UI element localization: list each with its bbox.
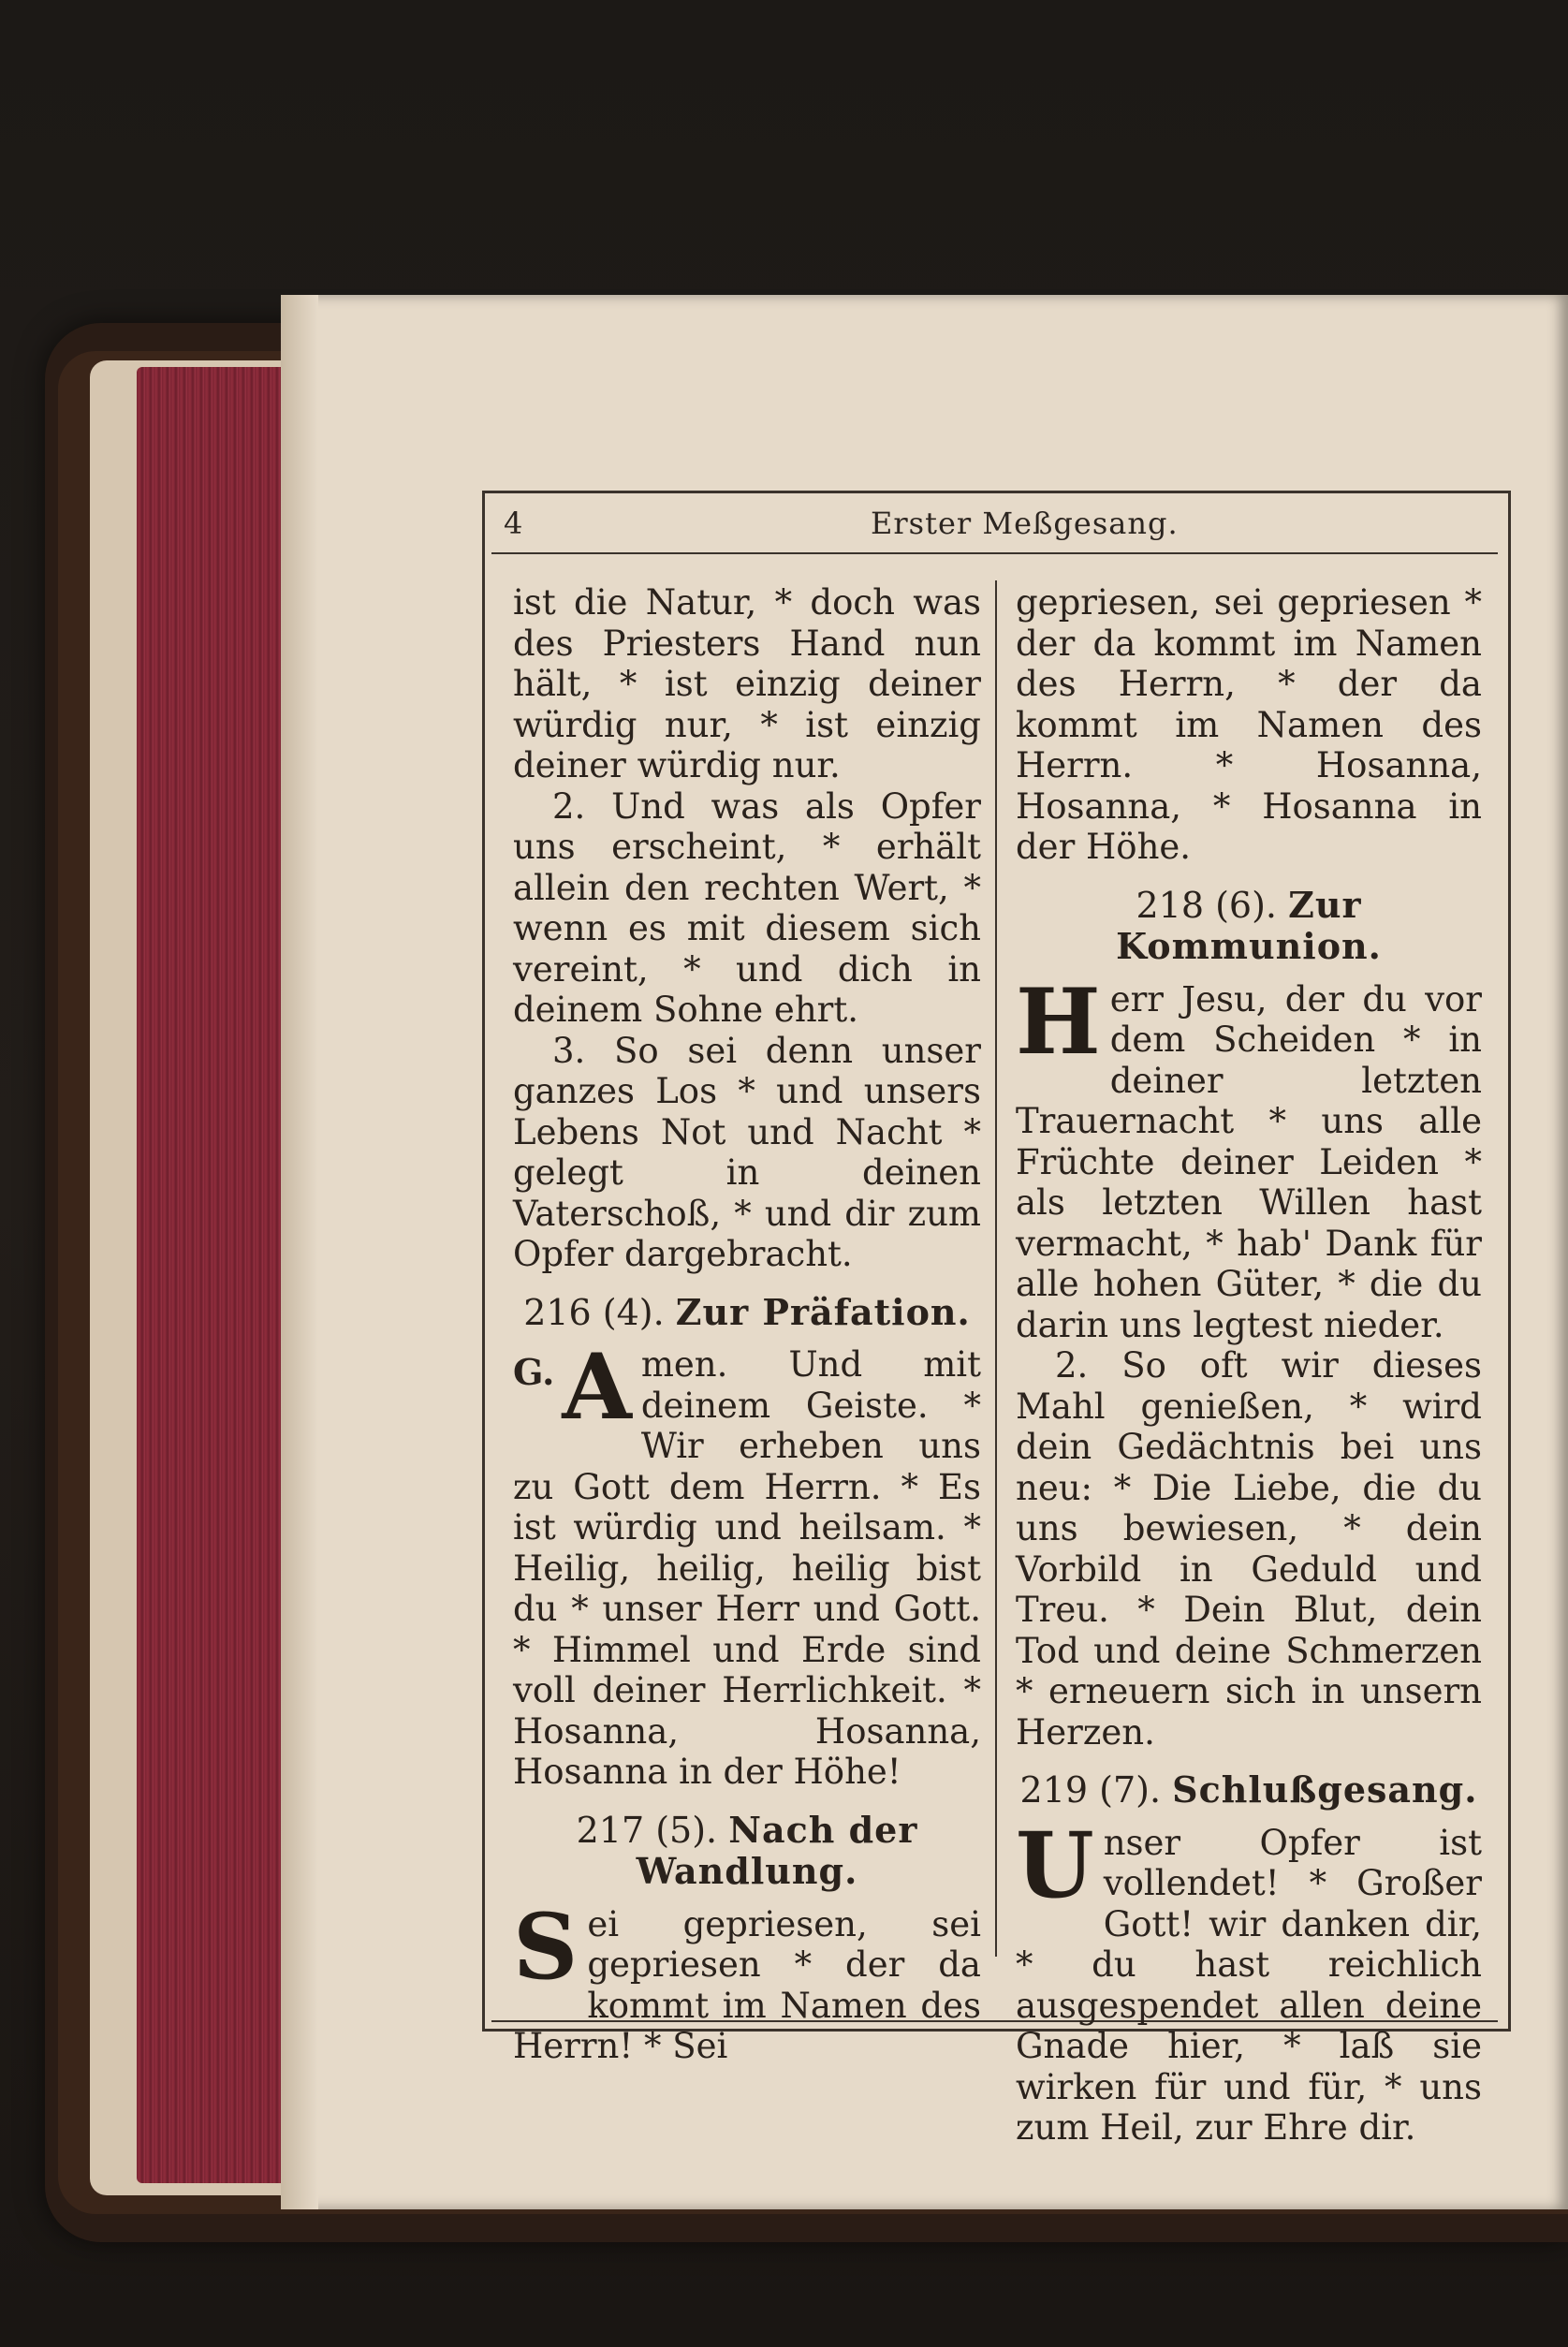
running-head: Erster Meßgesang.: [871, 506, 1179, 541]
verse-text: 3. So sei denn unser ganzes Los * und unsers Lebens Not und Nacht * gelegt in deinen Vaterschoß, * und dir zum Opfer dargebracht.: [513, 1030, 981, 1274]
left-column: [513, 582, 981, 2067]
hymn-217-text: [513, 1893, 981, 2067]
hymn-216-text: [513, 1334, 981, 1793]
column-divider: [995, 580, 997, 1957]
verse-text: gepriesen, sei gepriesen * der da kommt im Namen des Herrn, * der da kommt im Namen des Herrn. * Hosanna, Hosanna, * Hosanna in der Höhe.: [1016, 582, 1482, 867]
hymn-number: 217 (5).: [576, 1809, 718, 1851]
hymn-number: 218 (6).: [1136, 884, 1278, 926]
hymn-219-text: [1016, 1812, 1482, 2149]
hymn-heading-219: [1016, 1769, 1482, 1812]
drop-cap: H: [1016, 968, 1101, 1075]
drop-cap: A: [562, 1334, 632, 1440]
verse-text: ei gepriesen, sei gepriesen * der da kommt im Namen des Herrn! * Sei: [513, 1903, 981, 2066]
hymn-title: Nach der Wandlung.: [636, 1808, 918, 1892]
hymn-title: Schlußgesang.: [1172, 1768, 1478, 1811]
page-number: 4: [504, 506, 523, 541]
hymn-number: 216 (4).: [523, 1291, 665, 1333]
red-page-edge: [137, 367, 291, 2183]
drop-cap: U: [1016, 1812, 1094, 1918]
hymn-number: 219 (7).: [1019, 1769, 1162, 1811]
verse-text: men. Und mit deinem Geiste. * Wir erheben uns zu Gott dem Herrn. * Es ist würdig und heilsam. * Heilig, heilig, heilig bist du * unser Herr und Gott. * Himmel und Erde sind voll deiner Herrlichkeit. * Hosanna, Hosanna, Hosanna in der Höhe!: [513, 1344, 981, 1792]
right-column: [1016, 582, 1482, 2149]
verse-text: 2. Und was als Opfer uns erscheint, * erhält allein den rechten Wert, * wenn es mit diesem sich vereint, * und dich in deinem Sohne ehrt.: [513, 785, 981, 1030]
page-gutter-shadow: [281, 295, 318, 2209]
verse-text: ist die Natur, * doch was des Priesters Hand nun hält, * ist einzig deiner würdig nur, * ist einzig deiner würdig nur.: [513, 582, 981, 785]
header-rule: [491, 552, 1498, 554]
hymn-heading-217: [513, 1810, 981, 1893]
hymn-218-text: [1016, 968, 1482, 1346]
hymn-heading-216: [513, 1292, 981, 1334]
choir-label: G.: [513, 1351, 555, 1393]
verse-text: nser Opfer ist vollendet! * Großer Gott! wir danken dir, * du hast reichlich ausgespendet allen deine Gnade hier, * laß sie wirken für und für, * uns zum Heil, zur Ehre dir.: [1016, 1822, 1482, 2148]
hymn-title: Zur Kommunion.: [1116, 883, 1382, 967]
hymn-heading-218: [1016, 885, 1482, 968]
hymn-title: Zur Präfation.: [675, 1290, 971, 1333]
verse-text: 2. So oft wir dieses Mahl genießen, * wird dein Gedächtnis bei uns neu: * Die Liebe, die du uns bewiesen, * dein Vorbild in Geduld und Treu. * Dein Blut, dein Tod und deine Schmerzen * erneuern sich in unsern Herzen.: [1016, 1345, 1482, 1753]
drop-cap: S: [513, 1893, 579, 2000]
verse-text: err Jesu, der du vor dem Scheiden * in deiner letzten Trauernacht * uns alle Früchte deiner Leiden * als letzten Willen hast vermacht, * hab' Dank für alle hohen Güter, * die du darin uns legtest nieder.: [1016, 978, 1482, 1345]
